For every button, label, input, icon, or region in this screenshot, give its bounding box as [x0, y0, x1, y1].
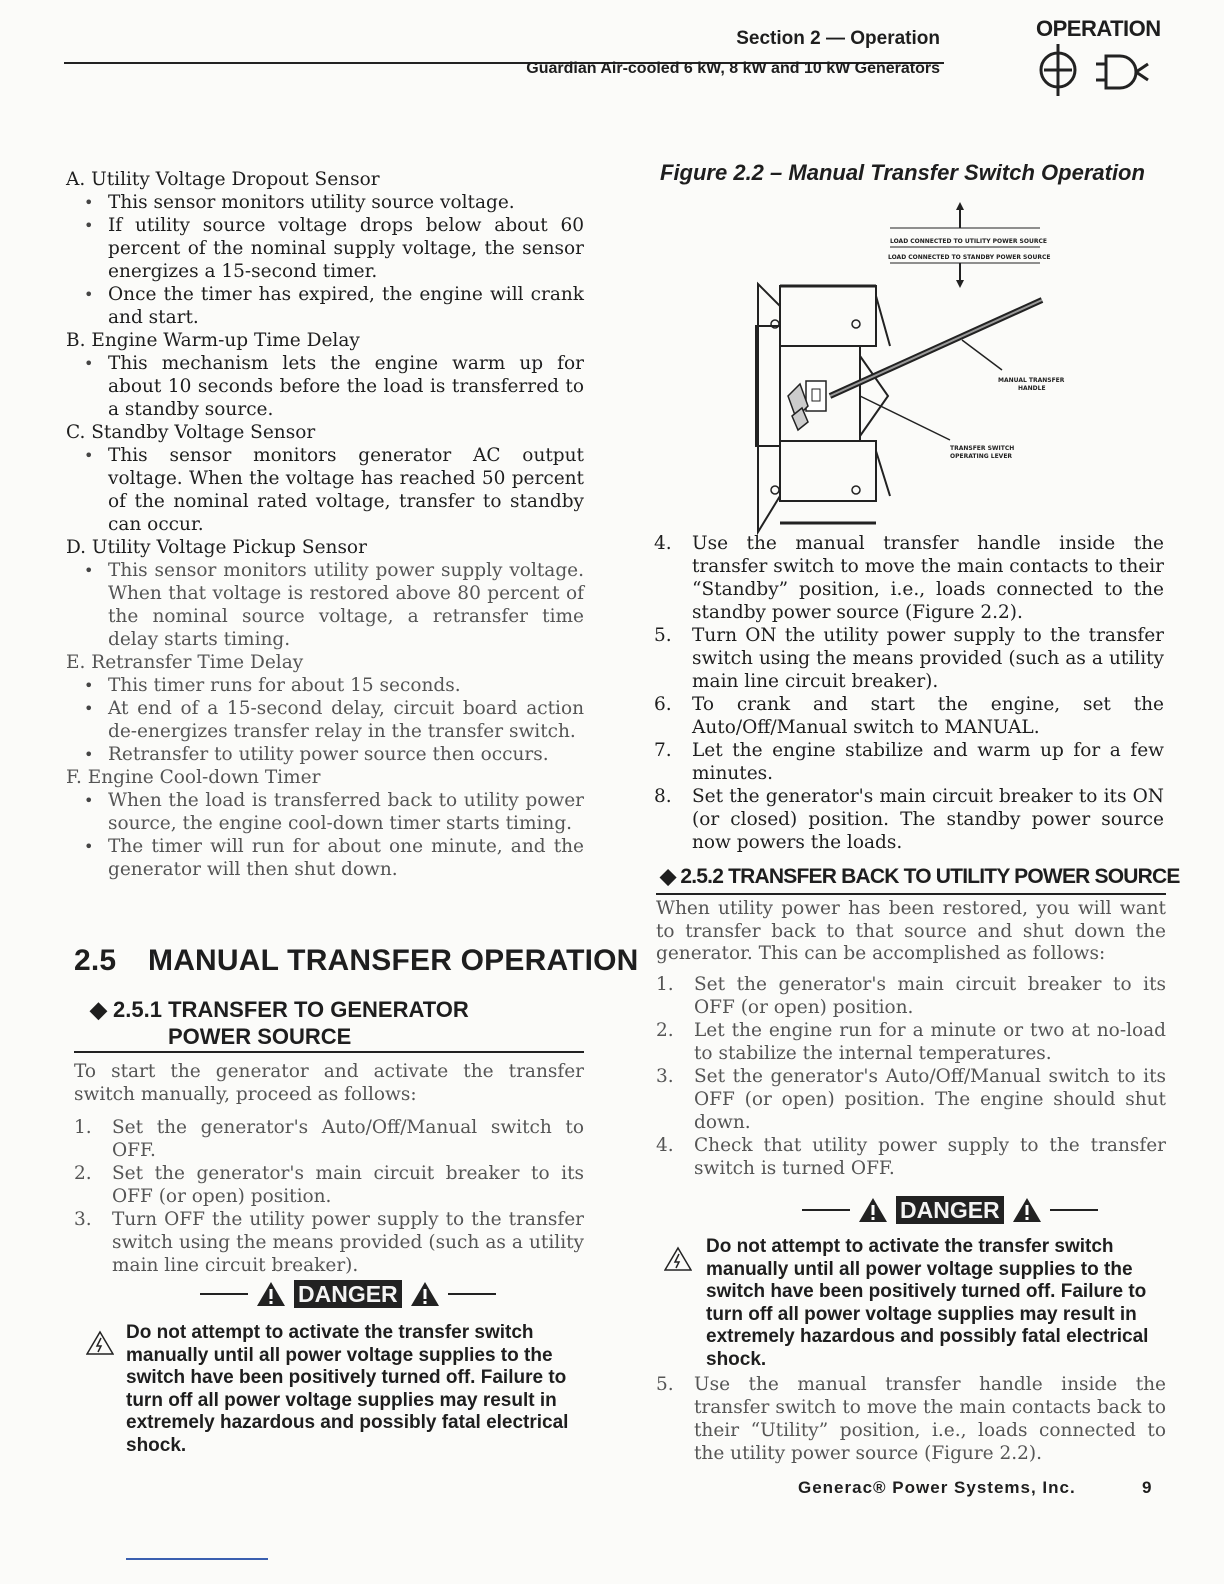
list-item: 7. Let the engine stabilize and warm up for a few minutes.: [654, 740, 1164, 784]
list-item: • At end of a 15-second delay, circuit board action de-energizes transfer relay in the transfer switch.: [66, 697, 584, 743]
list-item: 4. Check that utility power supply to the transfer switch is turned OFF.: [656, 1135, 1166, 1179]
danger-rule: [448, 1293, 496, 1295]
sensor-heading: D. Utility Voltage Pickup Sensor: [66, 537, 367, 558]
warning-icon: [1012, 1196, 1042, 1224]
list-item: 3. Set the generator's Auto/Off/Manual switch to its OFF (or open) position. The engine should shut down.: [656, 1066, 1166, 1133]
figure-label-utility: LOAD CONNECTED TO UTILITY POWER SOURCE: [890, 238, 1047, 245]
warning-icon: [410, 1280, 440, 1308]
subsection-title: ◆ 2.5.1 TRANSFER TO GENERATOR: [90, 997, 469, 1022]
section-header: Section 2 — Operation: [736, 28, 940, 49]
list-item: • Retransfer to utility power source then occurs.: [66, 743, 584, 766]
section-title-text: MANUAL TRANSFER OPERATION: [148, 944, 639, 977]
step-list: [656, 973, 1166, 1180]
danger-rule: [200, 1293, 248, 1295]
footer-company: Generac® Power Systems, Inc.: [798, 1478, 1076, 1497]
list-item: • This mechanism lets the engine warm up for about 10 seconds before the load is transferred to a standby source.: [66, 352, 584, 421]
bottom-rule: [126, 1558, 268, 1560]
figure-label-lever: TRANSFER SWITCH: [950, 445, 1015, 452]
transfer-switch-figure: [740, 196, 1080, 536]
list-item: 3. Turn OFF the utility power supply to the transfer switch using the means provided (such as a utility main line circuit breaker).: [74, 1209, 584, 1276]
list-item: 8. Set the generator's main circuit breaker to its ON (or closed) position. The standby power source now powers the loads.: [654, 786, 1164, 853]
header-subtitle: Guardian Air-cooled 6 kW, 8 kW and 10 kW Generators: [526, 60, 940, 77]
step-list: [654, 532, 1164, 854]
list-item: • Once the timer has expired, the engine will crank and start.: [66, 283, 584, 329]
warning-icon: [858, 1196, 888, 1224]
danger-rule: [1050, 1209, 1098, 1211]
list-item: 2. Set the generator's main circuit breaker to its OFF (or open) position.: [74, 1163, 584, 1207]
sensor-list: [66, 168, 584, 881]
subsection-rule: [656, 893, 1166, 895]
danger-banner: [802, 1196, 1098, 1224]
danger-rule: [802, 1209, 850, 1211]
danger-label: DANGER: [896, 1196, 1004, 1224]
list-item: • This sensor monitors generator AC output voltage. When the voltage has reached 50 percent of the nominal rated voltage, transfer to standby can occur.: [66, 444, 584, 536]
subsection-title-line2: POWER SOURCE: [168, 1024, 352, 1049]
shock-hazard-icon: [664, 1246, 692, 1272]
figure-title: Figure 2.2 – Manual Transfer Switch Operation: [660, 160, 1145, 185]
sensor-heading: F. Engine Cool-down Timer: [66, 767, 321, 788]
danger-label: DANGER: [294, 1280, 402, 1308]
shock-hazard-icon: [86, 1330, 114, 1356]
sensor-heading: E. Retransfer Time Delay: [66, 652, 304, 673]
list-item: 6. To crank and start the engine, set the Auto/Off/Manual switch to MANUAL.: [654, 694, 1164, 738]
figure-label-lever-2: OPERATING LEVER: [950, 453, 1013, 460]
list-item: 4. Use the manual transfer handle inside the transfer switch to move the main contacts to their “Standby” position, i.e., loads connected to the standby power source (Figure 2.2).: [654, 533, 1164, 623]
subsection-intro: When utility power has been restored, you will want to transfer back to that source and shut down the generator. This can be accomplished as follows:: [656, 898, 1166, 964]
list-item: • If utility source voltage drops below about 60 percent of the nominal supply voltage, the sensor energizes a 15-second timer.: [66, 214, 584, 283]
section-number: 2.5: [74, 944, 117, 977]
list-item: • When the load is transferred back to utility power source, the engine cool-down timer starts timing.: [66, 789, 584, 835]
subsection-title: ◆ 2.5.2 TRANSFER BACK TO UTILITY POWER SOURCE: [660, 865, 1180, 888]
list-item: 5. Use the manual transfer handle inside the transfer switch to move the main contacts back to their “Utility” position, i.e., loads connected to the utility power source (Figure 2.2).: [656, 1374, 1166, 1464]
step-list: [74, 1116, 584, 1277]
list-item: 5. Turn ON the utility power supply to the transfer switch using the means provided (such as a utility main line circuit breaker).: [654, 625, 1164, 692]
sensor-heading: A. Utility Voltage Dropout Sensor: [66, 169, 380, 190]
figure-label-handle: MANUAL TRANSFER: [998, 377, 1065, 384]
sensor-heading: B. Engine Warm-up Time Delay: [66, 330, 360, 351]
sensor-heading: C. Standby Voltage Sensor: [66, 422, 316, 443]
operation-tab-label: OPERATION: [1036, 16, 1161, 41]
section-title: [74, 944, 639, 978]
list-item: 2. Let the engine run for a minute or two at no-load to stabilize the internal temperatures.: [656, 1020, 1166, 1064]
danger-message: Do not attempt to activate the transfer switch manually until all power voltage supplies to the switch have been positively turned off. Failure to turn off all power voltage supplies may result in extremely hazardous and possibly fatal electrical shock.: [126, 1322, 569, 1456]
list-item: • This sensor monitors utility power supply voltage. When that voltage is restored above 80 percent of the nominal source voltage, a retransfer time delay starts timing.: [66, 559, 584, 651]
operation-icon: [1036, 40, 1166, 115]
warning-icon: [256, 1280, 286, 1308]
list-item: • This sensor monitors utility source voltage.: [66, 191, 584, 214]
figure-label-standby: LOAD CONNECTED TO STANDBY POWER SOURCE: [888, 254, 1051, 261]
step-list: [656, 1373, 1166, 1465]
subsection-intro: To start the generator and activate the transfer switch manually, proceed as follows:: [74, 1061, 584, 1105]
danger-banner: [200, 1280, 496, 1308]
list-item: • This timer runs for about 15 seconds.: [66, 674, 584, 697]
danger-message: Do not attempt to activate the transfer switch manually until all power voltage supplies to the switch have been positively turned off. Failure to turn off all power voltage supplies may result in extremely hazardous and possibly fatal electrical shock.: [706, 1236, 1149, 1370]
list-item: 1. Set the generator's Auto/Off/Manual switch to OFF.: [74, 1117, 584, 1161]
page-number: 9: [1142, 1478, 1152, 1497]
figure-label-handle-2: HANDLE: [1018, 385, 1046, 392]
list-item: 1. Set the generator's main circuit breaker to its OFF (or open) position.: [656, 974, 1166, 1018]
subsection-rule: [74, 1051, 584, 1053]
list-item: • The timer will run for about one minute, and the generator will then shut down.: [66, 835, 584, 881]
